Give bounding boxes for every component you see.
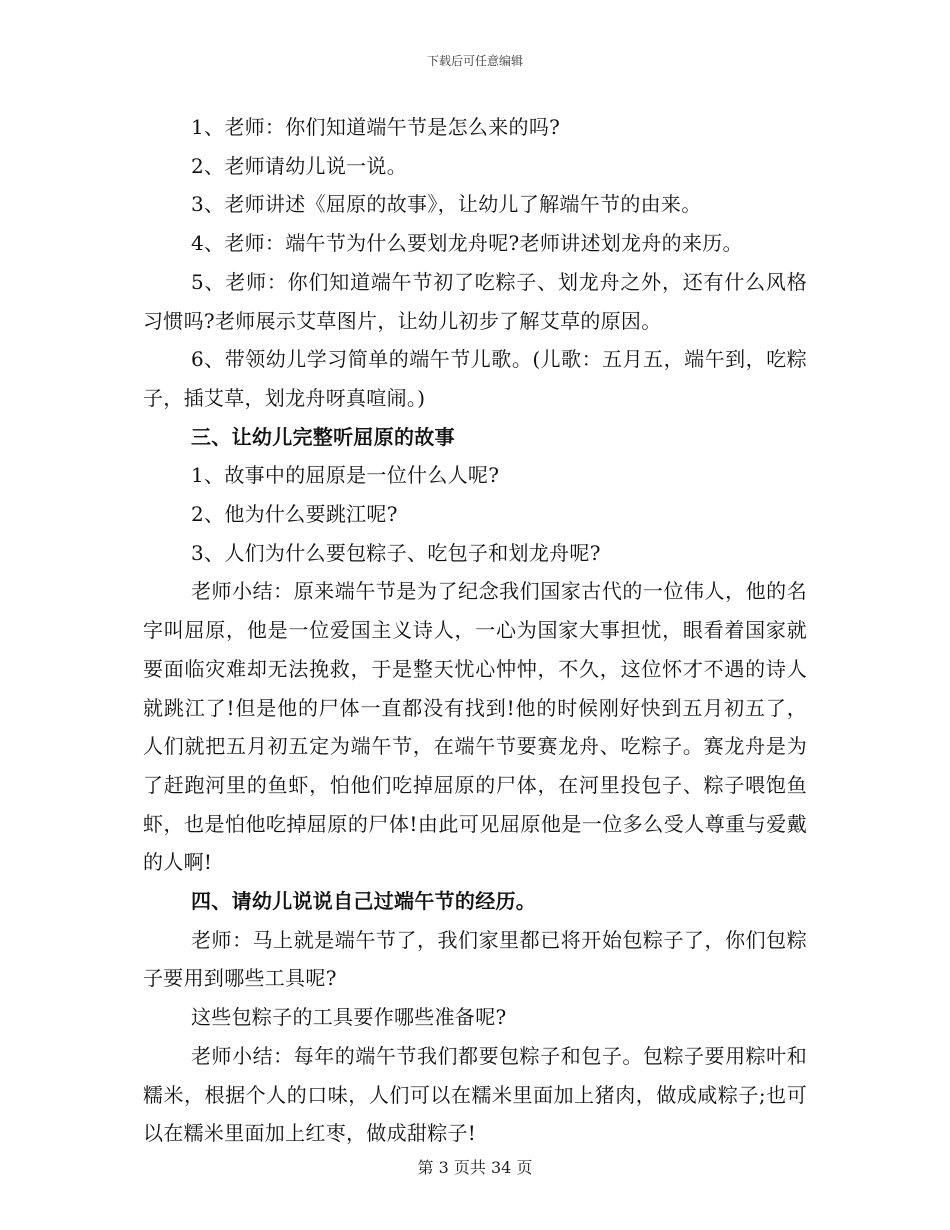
paragraph-4: 4、老师：端午节为什么要划龙舟呢?老师讲述划龙舟的来历。	[191, 231, 743, 256]
follow-up-question: 这些包粽子的工具要作哪些准备呢?	[191, 1005, 507, 1030]
teacher-summary-2: 老师小结：每年的端午节我们都要包粽子和包子。包粽子要用粽叶和糯米，根据个人的口味，人们可以在糯米里面加上猪肉，做成咸粽子;也可以在糯米里面加上红枣，做成甜粽子!	[143, 1043, 807, 1146]
paragraph-6: 6、带领幼儿学习简单的端午节儿歌。(儿歌：五月五，端午到，吃粽子，插艾草，划龙舟呀真喧闹。)	[143, 347, 807, 410]
document-body	[143, 108, 807, 1153]
section-heading-4: 四、请幼儿说说自己过端午节的经历。	[191, 889, 537, 914]
page-footer: 第 3 页共 34 页	[417, 1158, 533, 1177]
question-1: 1、故事中的屈原是一位什么人呢?	[191, 463, 500, 488]
question-3: 3、人们为什么要包粽子、吃包子和划龙舟呢?	[191, 540, 601, 565]
section-heading-3: 三、让幼儿完整听屈原的故事	[191, 424, 455, 449]
paragraph-3: 3、老师讲述《屈原的故事》，让幼儿了解端午节的由来。	[191, 192, 702, 217]
teacher-summary-1: 老师小结：原来端午节是为了纪念我们国家古代的一位伟人，他的名字叫屈原，他是一位爱国主义诗人，一心为国家大事担忧，眼看着国家就要面临灾难却无法挽救，于是整天忧心忡忡，不久，这位怀才不遇的诗人就跳江了!但是他的尸体一直都没有找到!他的时候刚好快到五月初五了，人们就把五月初五定为端午节，在端午节要赛龙舟、吃粽子。赛龙舟是为了赶跑河里的鱼虾，怕他们吃掉屈原的尸体，在河里投包子、粽子喂饱鱼虾，也是怕他吃掉屈原的尸体!由此可见屈原他是一位多么受人尊重与爱戴的人啊!	[143, 579, 807, 875]
paragraph-5: 5、老师：你们知道端午节初了吃粽子、划龙舟之外，还有什么风格习惯吗?老师展示艾草图片，让幼儿初步了解艾草的原因。	[143, 269, 807, 333]
page-header: 下载后可任意编辑	[426, 54, 523, 68]
paragraph-1: 1、老师：你们知道端午节是怎么来的吗?	[191, 115, 561, 139]
question-2: 2、他为什么要跳江呢?	[191, 502, 398, 527]
teacher-prompt: 老师：马上就是端午节了，我们家里都已将开始包粽子了，你们包粽子要用到哪些工具呢?	[143, 927, 807, 991]
paragraph-2: 2、老师请幼儿说一说。	[191, 153, 408, 178]
